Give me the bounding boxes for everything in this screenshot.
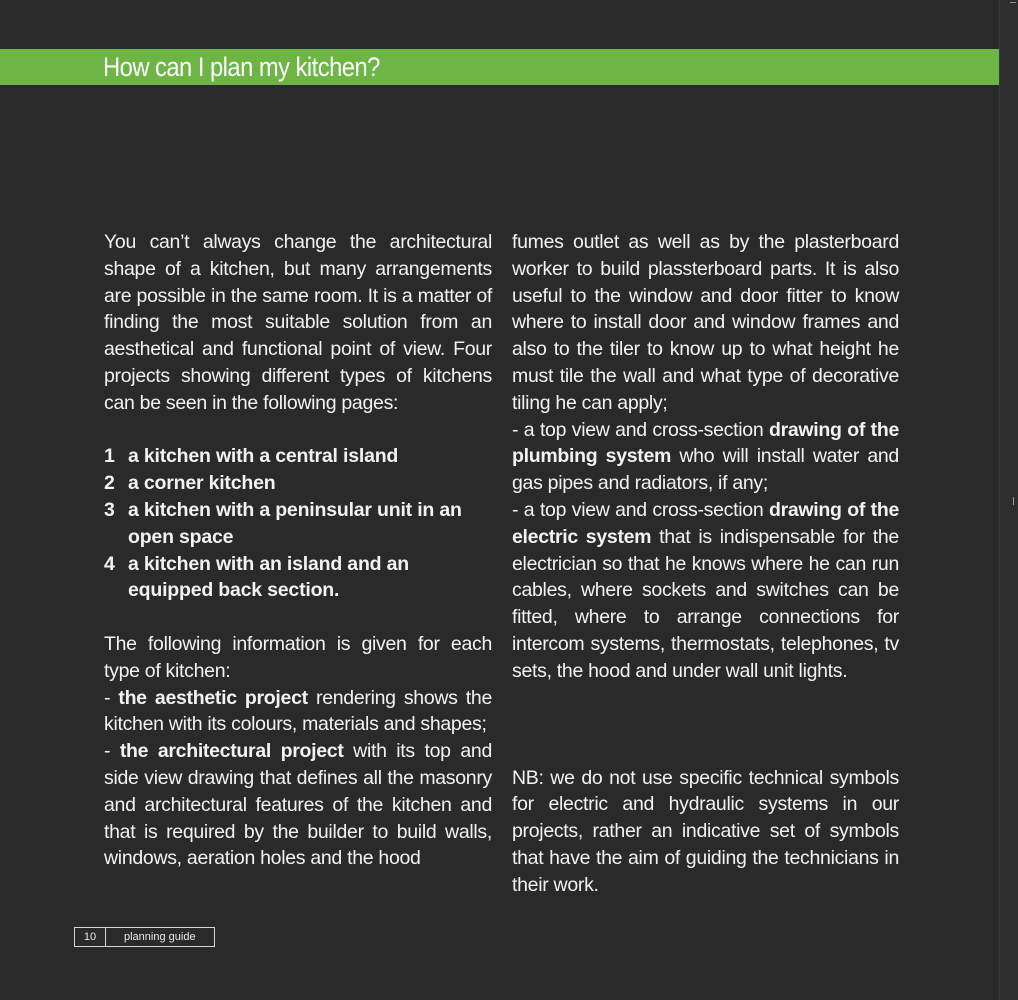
plumbing-prefix: - a top view and cross-section [512, 418, 769, 441]
project-item-3 [104, 497, 492, 551]
project-label: a corner kitchen [128, 472, 276, 495]
electric-paragraph [512, 497, 899, 685]
info-intro-paragraph: The following information is given for each type of kitchen: [104, 632, 492, 682]
header-bar [0, 49, 1018, 85]
left-column [104, 229, 492, 872]
project-number: 4 [104, 552, 115, 575]
aesthetic-project-paragraph [104, 685, 492, 739]
project-label: a kitchen with a central island [128, 445, 399, 468]
page-edge [999, 0, 1018, 1000]
binding-mark [1013, 497, 1017, 505]
electric-heading: drawing of the electric system [512, 498, 899, 548]
project-item-2 [104, 470, 492, 497]
page-title: How can I plan my kitchen? [103, 52, 380, 82]
page-number: 10 [75, 928, 106, 946]
electric-prefix: - a top view and cross-section [512, 498, 769, 521]
project-item-4 [104, 551, 492, 605]
aesthetic-project-text: rendering shows the kitchen with its colours, materials and shapes; [104, 686, 493, 736]
page-footer [74, 927, 215, 947]
footer-label: planning guide [124, 931, 196, 943]
project-number: 3 [104, 498, 115, 521]
architectural-project-heading: the architectural project [119, 740, 344, 763]
electric-text: that is indispensable for the electrician so that he knows where he can run cables, where sockets and switches can be fitted, where to arrange connections for intercom systems, thermostats, telephones, tv sets, the hood and under wall unit lights. [512, 525, 899, 682]
project-number: 2 [104, 472, 115, 495]
project-label: a kitchen with a peninsular unit in an open space [128, 498, 462, 548]
project-item-1 [104, 443, 492, 470]
project-list [104, 443, 492, 604]
plumbing-paragraph [512, 417, 899, 497]
nb-paragraph: NB: we do not use specific technical symbols for electric and hydraulic systems in our projects, rather an indicative set of symbols that have the aim of guiding the technicians in their work. [512, 766, 899, 896]
intro-paragraph: You can’t always change the architectural shape of a kitchen, but many arrangements are possible in the same room. It is a matter of finding the most suitable solution from an aesthetical and functional point of view. Four projects showing different types of kitchens can be seen in the following pages: [104, 231, 492, 414]
project-number: 1 [104, 445, 115, 468]
right-column [512, 229, 899, 899]
bullet-dash: - [104, 686, 119, 709]
crop-mark [1010, 2, 1016, 3]
plumbing-heading: drawing of the plumbing system [512, 418, 899, 468]
continuation-paragraph: fumes outlet as well as by the plasterboard worker to build plassterboard parts. It is also useful to the window and door fitter to know where to install door and window frames and also to the tiler to know up to what height he must tile the wall and what type of decorative tiling he can apply; [512, 231, 899, 414]
bullet-dash: - [104, 740, 120, 763]
plumbing-text: who will install water and gas pipes and radiators, if any; [512, 445, 899, 495]
architectural-project-text: with its top and side view drawing that defines all the masonry and architectural features of the kitchen and that is required by the builder to build walls, windows, aeration holes and the hood [104, 740, 492, 870]
project-label: a kitchen with an island and an equipped back section. [128, 552, 409, 602]
architectural-project-paragraph [104, 738, 492, 872]
aesthetic-project-heading: the aesthetic project [118, 686, 308, 709]
